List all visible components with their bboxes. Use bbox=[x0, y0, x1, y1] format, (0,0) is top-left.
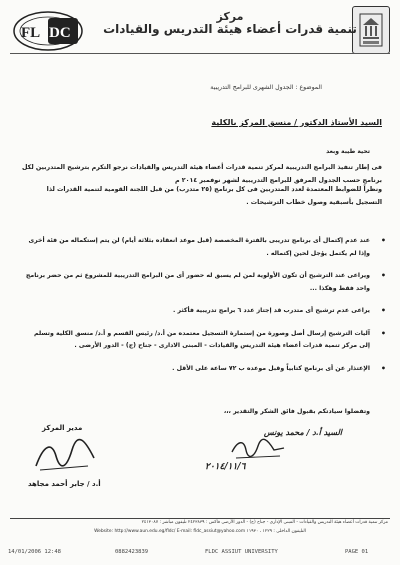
bullet-icon: • bbox=[380, 306, 386, 315]
bullet-icon: • bbox=[380, 363, 386, 373]
svg-text:FL: FL bbox=[21, 25, 41, 41]
list-item bbox=[22, 235, 386, 260]
closing-thanks: وتفضلوا سيادتكم بقبول فائق الشكر والتقدير ،،، bbox=[223, 408, 370, 415]
footer-divider bbox=[10, 518, 390, 519]
handwritten-signature-icon bbox=[228, 436, 288, 462]
subject-line: الموضوع : الجدول الشهرى للبرامج التدريبية bbox=[210, 84, 322, 91]
header-line2: تنمية قدرات أعضاء هيئة التدريس والقيادات bbox=[103, 22, 357, 36]
bullet-icon: • bbox=[380, 236, 386, 245]
director-signature-icon bbox=[30, 436, 100, 476]
greeting: تحية طيبة وبعد bbox=[326, 148, 370, 155]
list-item bbox=[22, 270, 386, 295]
list-item-text: عند عدم إكتمال أى برنامج تدريبى بالفترة المخصصة (قبل موعد انعقاده بثلاثة أيام) لن يتم إستكماله من فئة أخرى وإذا لم يكتمل يؤجل لحين إكتماله . bbox=[28, 237, 370, 257]
list-item bbox=[22, 328, 386, 353]
director-name: أ.د / جابر أحمد مجاهد bbox=[28, 480, 101, 488]
list-item-text: يراعى عدم ترشيح أى متدرب قد إجتاز عدد ٦ برامج تدريبية فأكثر . bbox=[173, 307, 370, 314]
paragraph-1: فى إطار تنفيذ البرامج التدريبية لمركز تنمية قدرات أعضاء هيئة التدريس والقيادات نرجو التكرم بترشيح المتدربين لكل برنامج حسب الجدول المرفق للبرامج التدريبية لشهر نوفمبر ٢٠١٤ م bbox=[22, 164, 382, 184]
recipient-handwritten-name: السيد أ.د / محمد يونس bbox=[263, 427, 342, 437]
list-item-text: آليات الترشيح إرسال أصل وصورة من إستمارة التسجيل معتمده من أ.د/ رئيس القسم و أ.د/ منسق الكلية وتسلم إلى مركز تنمية قدرات أعضاء هيئة التدريس والقيادات - المبنى الادارى - جناح (ج) - الدور الأرضى . bbox=[33, 329, 370, 349]
addressee: السيد الأستاذ الدكتور / منسق المركز بالكلية bbox=[211, 118, 382, 127]
header-divider bbox=[10, 53, 390, 54]
list-item bbox=[22, 305, 386, 318]
bullet-list bbox=[22, 235, 386, 385]
fax-timestamp: 14/01/2006 12:48 bbox=[8, 549, 61, 555]
header-line1: مركز bbox=[216, 10, 244, 23]
list-item bbox=[22, 363, 386, 376]
footer-address: مركز تنمية قدرات أعضاء هيئة التدريس والقيادات - المبنى الإدارى - جناح (ج) - الدور الأرضى فاكس : ٢٤٢٣٨٣٩ تليفون مباشر : ٢٤١٣٠٨٧ bbox=[141, 520, 388, 525]
fax-sender: FLDC ASSIUT UNIVERSITY bbox=[205, 549, 278, 555]
handwritten-date: ٢٠١٤/١١/٦ bbox=[205, 462, 246, 472]
paragraph-2: ونظراً للضوابط المعتمدة لعدد المتدربين فى كل برنامج (٢٥ متدرب) من قبل اللجنة القومية لتنمية القدرات لذا التسجيل بأسبقية وصول خطاب الترشيحات . bbox=[46, 186, 382, 206]
svg-text:DC: DC bbox=[49, 25, 71, 41]
list-item-text: ويراعى عند الترشيح أن تكون الأولوية لمن لم يسبق له حضور أى من البرامج التدريبية للمشروع ثم من حضر برنامج واحد فقط وهكذا ... bbox=[25, 272, 370, 292]
fldc-logo bbox=[12, 10, 84, 52]
bullet-icon: • bbox=[380, 328, 386, 338]
footer-contact: التليفون الداخلى : ١٢٢٩ ، ١١٩٣٠ Website: http://www.aun.edu.eg/fldc/ E-mail: fldc_assiut@yahoo.com bbox=[94, 529, 306, 534]
director-title: مدير المركز bbox=[42, 424, 83, 432]
list-item-text: الإعتذار عن أى برنامج كتابياً وقبل موعده ب ٧٢ ساعة على الأقل . bbox=[172, 364, 370, 372]
fax-header-strip bbox=[0, 547, 400, 559]
bullet-icon: • bbox=[380, 271, 386, 280]
fax-number: 0882423839 bbox=[115, 549, 149, 555]
header-organization bbox=[80, 10, 380, 36]
fax-page: PAGE 01 bbox=[345, 549, 369, 555]
